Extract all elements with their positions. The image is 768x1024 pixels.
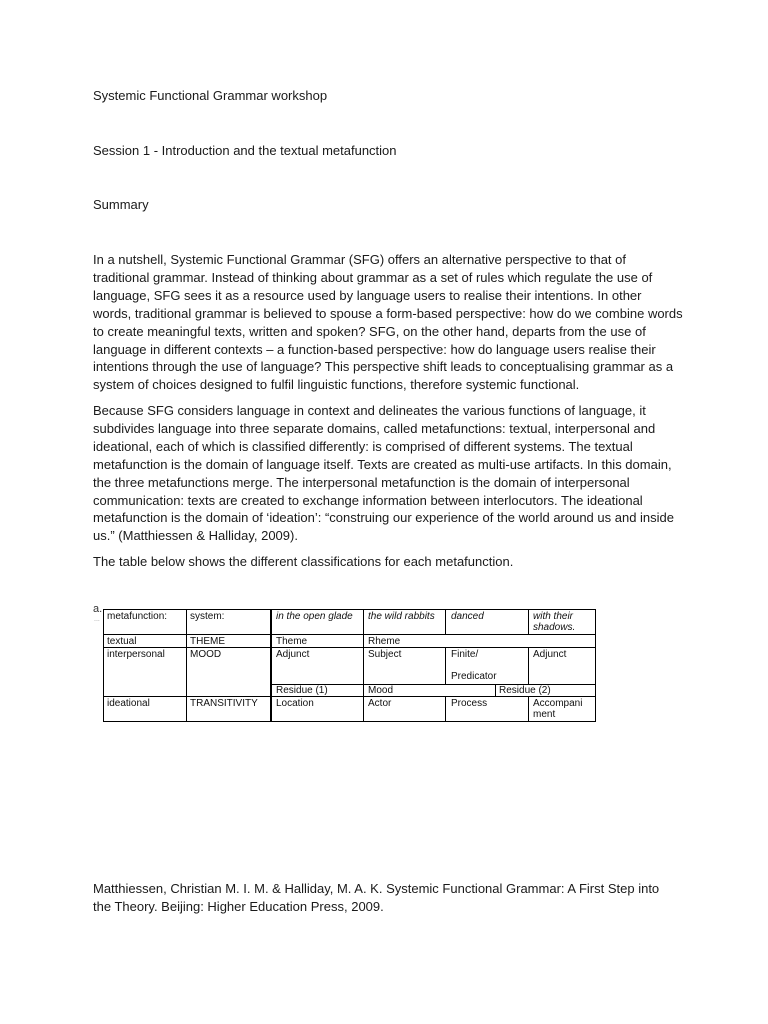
figure-label: a. bbox=[93, 603, 103, 615]
cell-adjunct-2: Adjunct bbox=[533, 649, 567, 660]
reference bbox=[93, 880, 683, 916]
cell-finite: Finite/ bbox=[451, 649, 479, 660]
metafunction-table-figure bbox=[93, 604, 598, 724]
cell-ideational: ideational bbox=[107, 698, 150, 709]
table-rule bbox=[528, 647, 529, 684]
metafunction-table bbox=[103, 609, 596, 722]
table-rule bbox=[103, 609, 596, 610]
cell-subject: Subject bbox=[368, 649, 402, 660]
paragraph-table-intro: The table below shows the different classifications for each metafunction. bbox=[93, 554, 514, 569]
table-rule bbox=[103, 609, 104, 722]
paragraph-metafunctions: Because SFG considers language in context and delineates the various functions of language, it subdivides language into three separate domains, called metafunctions: textual, interpersonal and ideational, each of which is classified differently: is comprised of different systems. The textual metafunction is the domain of language itself. Texts are created as multi-use artifacts. In this domain, the three metafunctions merge. The interpersonal metafunction is the domain of interpersonal communication: texts are created to exchange information between interlocutors. The ideational metafunction is the domain of ‘ideation’: “construing our experience of the world around us and inside us.” (Matthiessen & Halliday, 2009). bbox=[93, 403, 675, 544]
cell-location: Location bbox=[276, 698, 314, 709]
figure-dots: ... bbox=[94, 616, 100, 623]
cell-system-header: system: bbox=[190, 611, 225, 622]
table-rule bbox=[363, 684, 364, 722]
cell-metafunction-header: metafunction: bbox=[107, 611, 168, 622]
session-heading: Session 1 - Introduction and the textual metafunction bbox=[93, 143, 397, 158]
table-rule bbox=[270, 609, 272, 722]
cell-actor: Actor bbox=[368, 698, 392, 709]
table-rule bbox=[445, 696, 446, 722]
table-rule bbox=[363, 609, 364, 647]
table-rule bbox=[103, 721, 596, 722]
cell-shadows: shadows. bbox=[533, 622, 576, 633]
cell-process: Process bbox=[451, 698, 488, 709]
table-rule bbox=[595, 609, 596, 722]
table-rule bbox=[528, 609, 529, 634]
table-rule bbox=[186, 609, 187, 722]
paragraph-intro: In a nutshell, Systemic Functional Grammar (SFG) offers an alternative perspective to that of traditional grammar. Instead of thinking about grammar as a set of rules which regulate the use of language, SFG sees it as a resource used by language users to realise their intentions. In other words, traditional grammar is believed to spouse a form-based perspective: how do we combine words to create meaningful texts, written and spoken? SFG, on the other hand, departs from the use of language in different contexts – a function-based perspective: how do language users realise their intentions through the use of language? This perspective shift leads to conceptualising grammar as a system of choices designed to fulfil linguistic functions, therefore systemic functional. bbox=[93, 252, 683, 393]
cell-mood: Mood bbox=[368, 685, 394, 696]
cell-transitivity: TRANSITIVITY bbox=[190, 698, 258, 709]
cell-theme-system: THEME bbox=[190, 636, 225, 647]
cell-accompaniment-1: Accompani bbox=[533, 698, 583, 709]
cell-textual: textual bbox=[107, 636, 137, 647]
cell-residue-2: Residue (2) bbox=[499, 685, 551, 696]
cell-adjunct-1: Adjunct bbox=[276, 649, 310, 660]
reference-line: Matthiessen, Christian M. I. M. & Halliday, M. A. K. Systemic Functional Grammar: A First Step into bbox=[93, 881, 660, 896]
reference-line: the Theory. Beijing: Higher Education Press, 2009. bbox=[93, 898, 384, 914]
document-title: Systemic Functional Grammar workshop bbox=[93, 88, 328, 103]
summary-heading: Summary bbox=[93, 197, 149, 212]
cell-residue-1: Residue (1) bbox=[276, 685, 328, 696]
table-rule bbox=[363, 647, 364, 684]
cell-accompaniment-2: ment bbox=[533, 709, 556, 720]
cell-danced: danced bbox=[451, 611, 484, 622]
cell-mood-system: MOOD bbox=[190, 649, 222, 660]
table-rule bbox=[528, 696, 529, 722]
cell-rheme: Rheme bbox=[368, 636, 401, 647]
cell-wild-rabbits: the wild rabbits bbox=[368, 611, 435, 622]
table-rule bbox=[103, 634, 596, 635]
cell-predicator: Predicator bbox=[451, 671, 497, 682]
cell-with-their: with their bbox=[533, 611, 574, 622]
cell-open-glade: in the open glade bbox=[276, 611, 353, 622]
table-rule bbox=[495, 684, 496, 696]
cell-theme: Theme bbox=[276, 636, 308, 647]
table-rule bbox=[445, 647, 446, 684]
cell-interpersonal: interpersonal bbox=[107, 649, 165, 660]
table-rule bbox=[103, 647, 596, 648]
table-rule bbox=[445, 609, 446, 634]
